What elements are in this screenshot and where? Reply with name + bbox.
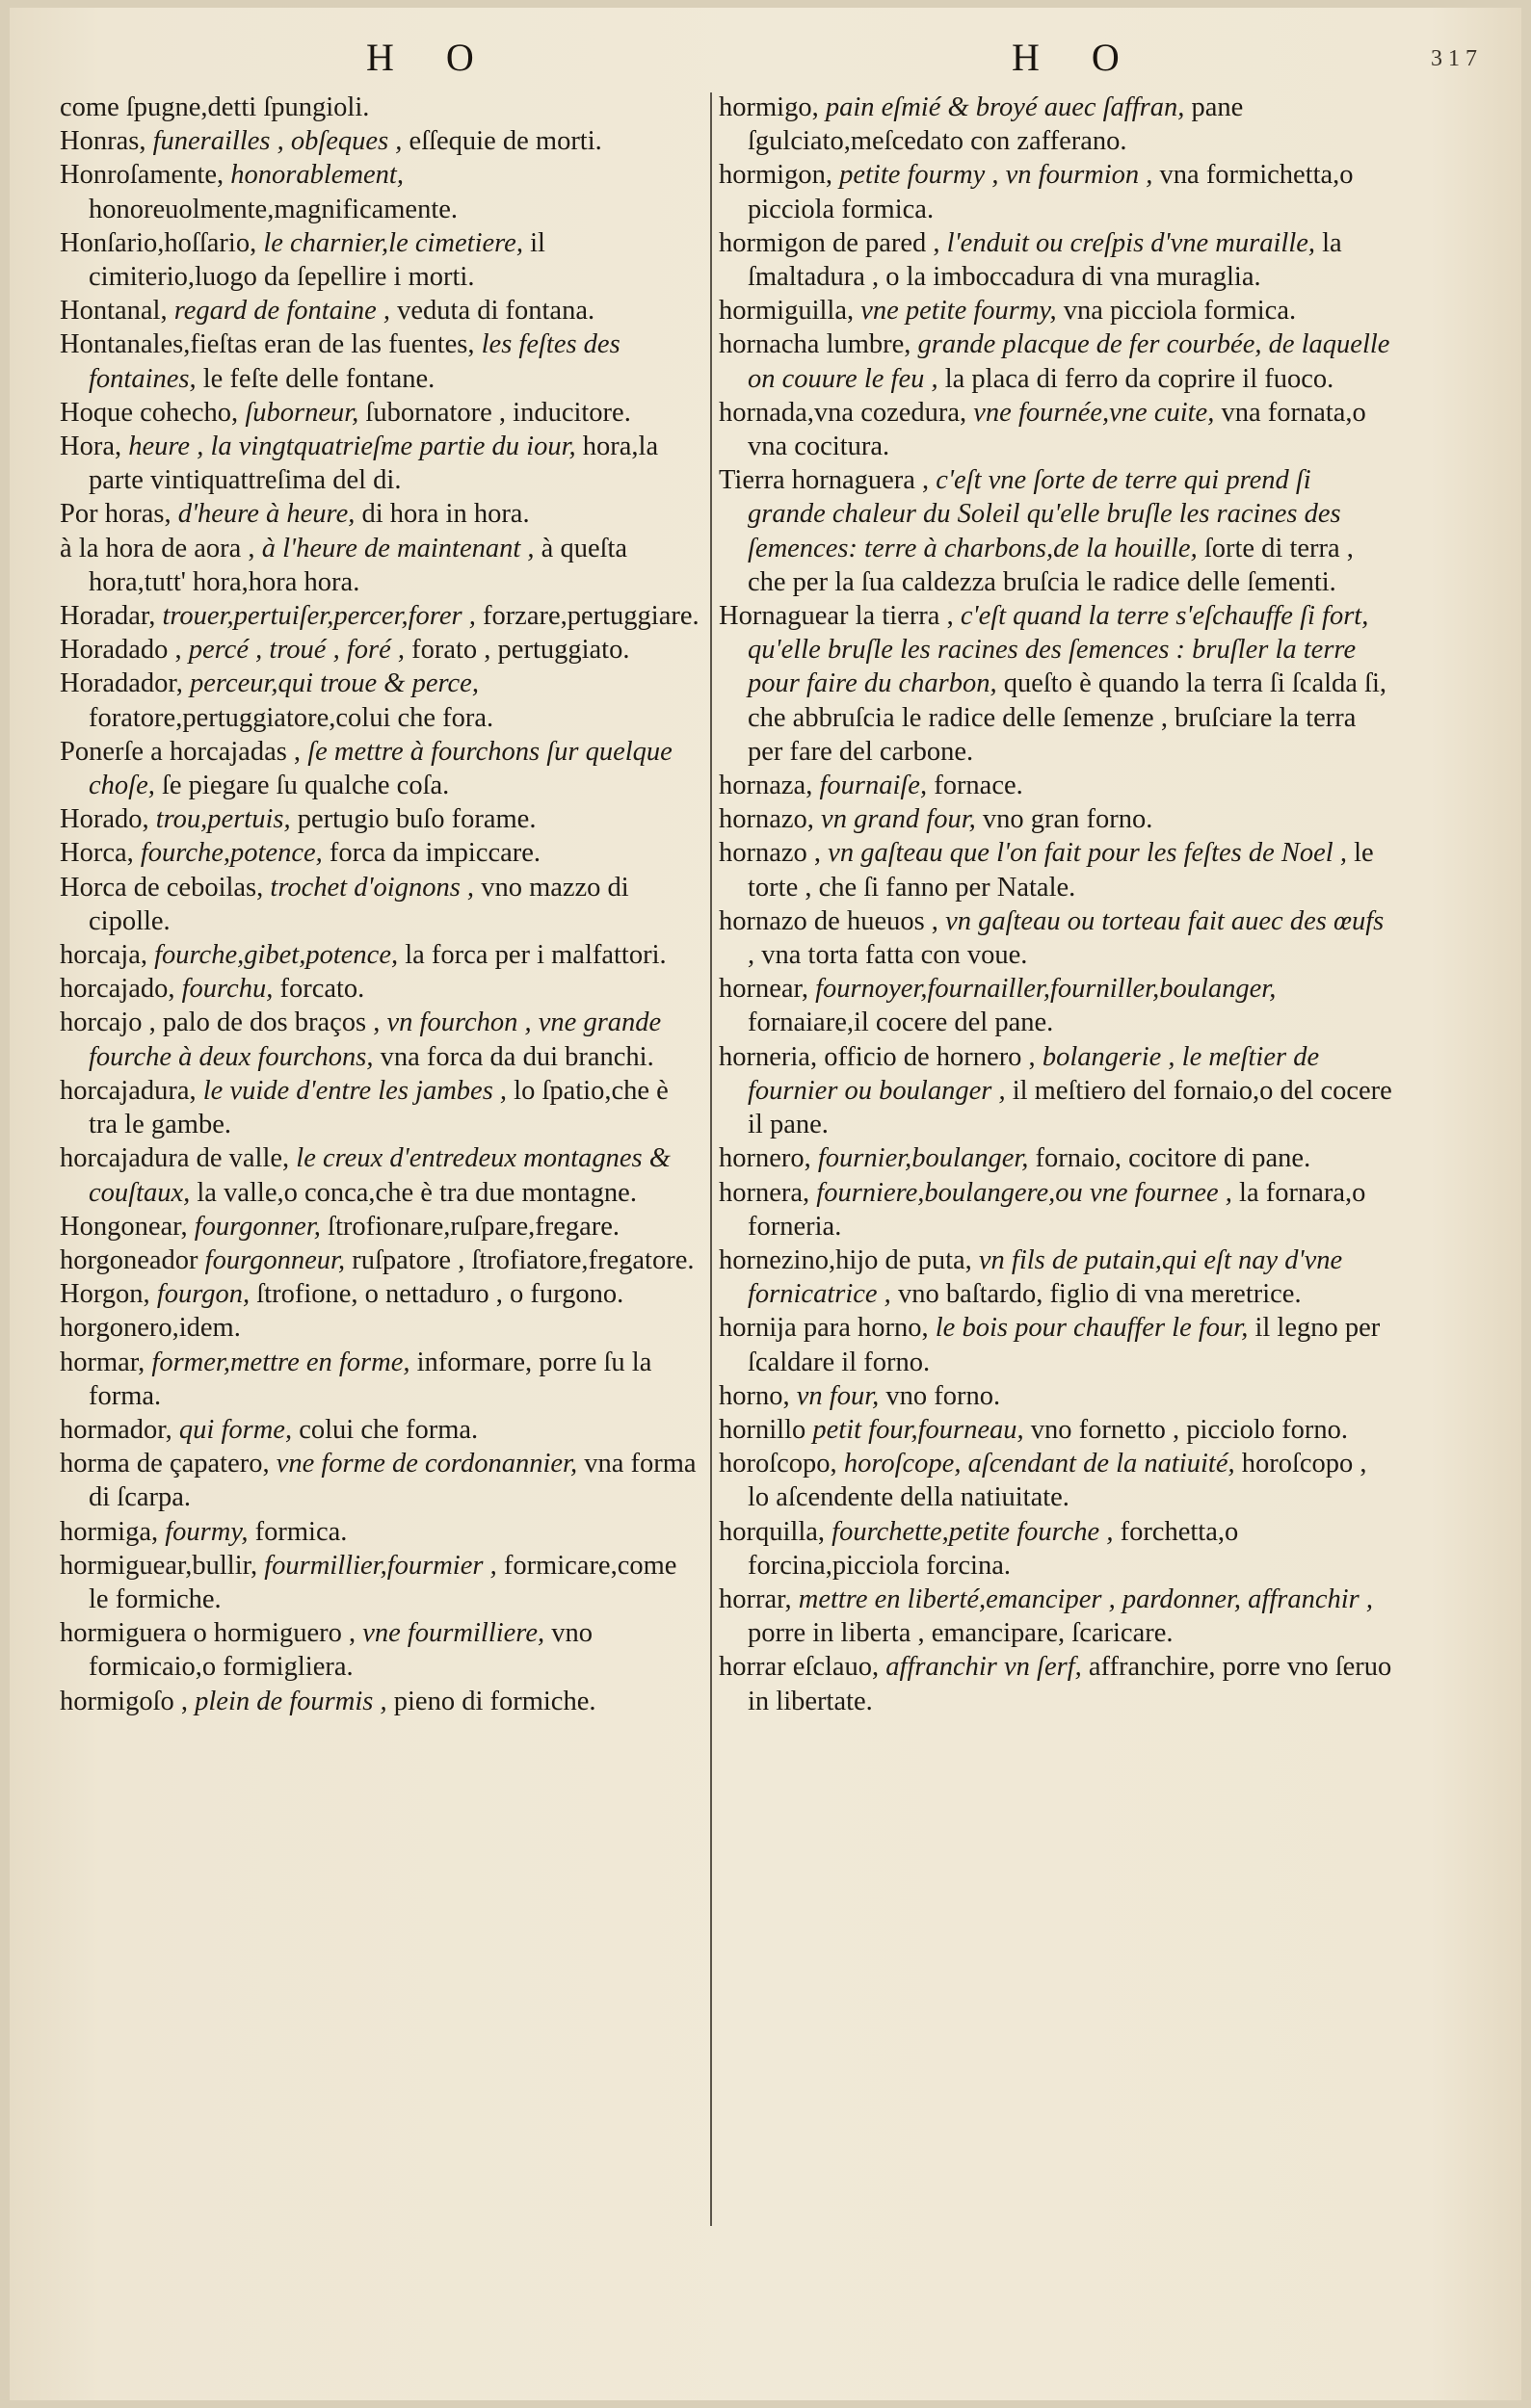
dictionary-entry xyxy=(719,836,1393,903)
entry-headword: hormiga, xyxy=(60,1516,159,1547)
entry-french: vn four, xyxy=(796,1380,880,1411)
entry-headword: hornillo xyxy=(719,1414,806,1445)
entry-italian: vna torta fatta con voue. xyxy=(761,940,1028,971)
entry-headword: Horca, xyxy=(60,838,134,869)
dictionary-entry xyxy=(60,1515,703,1549)
entry-italian: honoreuolmente,magnificamente. xyxy=(89,194,459,224)
dictionary-entry xyxy=(719,599,1393,769)
entry-headword: Horadado , xyxy=(60,635,182,666)
entry-french: horoſcope, aſcendant de la natiuité, xyxy=(843,1449,1235,1479)
dictionary-entry xyxy=(60,396,703,430)
entry-headword: Hontanal, xyxy=(60,296,168,327)
entry-italian: veduta di fontana. xyxy=(397,296,595,327)
entry-italian: affranchire, porre vno ſeruo in libertate. xyxy=(748,1652,1392,1716)
entry-headword: hornear, xyxy=(719,974,809,1005)
entry-french: vn gaſteau ou torteau fait auec des œufs , xyxy=(748,905,1385,971)
entry-italian: il meſtiero del fornaio,o del cocere il pane. xyxy=(748,1075,1392,1140)
entry-french: qui forme, xyxy=(178,1414,293,1445)
entry-italian: le feſte delle fontane. xyxy=(202,363,436,394)
entry-headword: Horado, xyxy=(60,804,149,835)
entry-headword: hormiguear,bullir, xyxy=(60,1550,258,1581)
dictionary-entry xyxy=(60,735,703,802)
entry-italian: ſorte di terra , che per la ſua caldezza bruſcia le radice delle ſementi. xyxy=(748,533,1354,597)
entry-headword: hormiguilla, xyxy=(719,296,855,327)
entry-headword: horoſcopo, xyxy=(719,1449,837,1479)
entry-french: heure , la vingtquatrieſme partie du iour, xyxy=(128,432,576,462)
entry-french: les feſtes des fontaines, xyxy=(89,329,620,394)
entry-headword: horneria, officio de hornero , xyxy=(719,1041,1036,1072)
entry-french: à l'heure de maintenant , xyxy=(261,533,535,563)
entry-headword: Hornaguear la tierra , xyxy=(719,601,954,632)
entry-french: vne petite fourmy, xyxy=(860,296,1057,327)
entry-italian: forca da impiccare. xyxy=(329,838,541,869)
entry-headword: Horadador, xyxy=(60,668,183,699)
entry-french: le bois pour chauffer le four, xyxy=(935,1313,1249,1344)
entry-headword: Tierra hornaguera , xyxy=(719,465,930,496)
dictionary-entry xyxy=(60,327,703,395)
entry-italian: forcato. xyxy=(279,974,365,1005)
entry-french: c'eſt vne ſorte de terre qui prend ſi grande chaleur du Soleil qu'elle bruſle les racines des ſemences: terre à charbons,de la houille, xyxy=(748,465,1341,563)
entry-headword: horcajadura de valle, xyxy=(60,1143,290,1174)
entry-headword: hornazo de hueuos , xyxy=(719,905,938,936)
dictionary-entry xyxy=(719,294,1393,327)
dictionary-entry xyxy=(60,938,703,972)
entry-italian: hora,la parte vintiquattreſima del di. xyxy=(89,432,659,496)
entry-italian: come ſpugne,detti ſpungioli. xyxy=(60,92,370,122)
dictionary-entry xyxy=(719,1141,1393,1175)
entry-italian: ſtrofione, o nettaduro , o furgono. xyxy=(256,1279,624,1310)
entry-french: vne fournée,vne cuite, xyxy=(973,397,1215,428)
entry-french: ſe mettre à fourchons ſur quelque choſe, xyxy=(89,736,673,801)
entry-french: vn gaſteau que l'on fait pour les feſtes de Noel , xyxy=(828,838,1347,869)
entry-italian: pieno di formiche. xyxy=(393,1686,596,1716)
entry-italian: forzare,pertuggiare. xyxy=(482,601,700,632)
entry-italian: vno forno. xyxy=(885,1380,1001,1411)
entry-french: fourgon, xyxy=(156,1279,251,1310)
entry-french: c'eſt quand la terre s'eſchauffe ſi fort, qu'elle bruſle les racines des ſemences : bruſler la terre pour faire du charbon, xyxy=(748,601,1369,699)
dictionary-entry xyxy=(719,396,1393,463)
right-column xyxy=(719,91,1393,1718)
entry-italian: la fornara,o forneria. xyxy=(748,1177,1366,1242)
entry-french: former,mettre en forme, xyxy=(151,1347,410,1377)
dictionary-page xyxy=(10,8,1521,2400)
entry-italian: vno baſtardo, figlio di vna meretrice. xyxy=(897,1279,1302,1310)
entry-french: plein de fourmis , xyxy=(195,1686,387,1716)
entry-headword: hornazo , xyxy=(719,838,822,869)
page-number: 3 1 7 xyxy=(1431,46,1477,71)
left-column xyxy=(60,91,703,1718)
entry-french: grande placque de fer courbée, de laquelle on couure le feu , xyxy=(748,329,1390,394)
entry-headword: Horca de ceboilas, xyxy=(60,872,264,903)
entry-italian: vno fornetto , picciolo forno. xyxy=(1030,1414,1349,1445)
entry-italian: porre in liberta , emancipare, ſcaricare. xyxy=(748,1618,1174,1649)
dictionary-entry xyxy=(60,972,703,1006)
entry-italian: la valle,o conca,che è tra due montagne. xyxy=(197,1177,637,1208)
dictionary-entry xyxy=(60,1210,703,1243)
dictionary-entry xyxy=(60,1549,703,1616)
entry-french: le charnier,le cimetiere, xyxy=(263,227,523,258)
dictionary-entry xyxy=(60,1413,703,1447)
entry-french: vne forme de cordonannier, xyxy=(276,1449,578,1479)
running-header-right: H O xyxy=(1012,36,1141,79)
dictionary-entry xyxy=(719,1243,1393,1311)
dictionary-entry xyxy=(60,294,703,327)
entry-headword: hornaza, xyxy=(719,771,813,801)
dictionary-entry xyxy=(60,633,703,667)
entry-french: trochet d'oignons , xyxy=(270,872,475,903)
entry-italian: horoſcopo , lo aſcendente della natiuitate. xyxy=(748,1449,1367,1513)
entry-headword: hormar, xyxy=(60,1347,145,1377)
entry-headword: Horadar, xyxy=(60,601,156,632)
entry-headword: hormiguera o hormiguero , xyxy=(60,1618,356,1649)
dictionary-entry xyxy=(60,124,703,158)
entry-headword: Hoque cohecho, xyxy=(60,397,239,428)
entry-headword: Hongonear, xyxy=(60,1211,188,1242)
entry-headword: hormigoſo , xyxy=(60,1686,188,1716)
entry-italian: ſubornatore , inducitore. xyxy=(365,397,631,428)
entry-headword: horcaja, xyxy=(60,940,147,971)
dictionary-entry xyxy=(60,1074,703,1141)
entry-french: fourche,potence, xyxy=(140,838,323,869)
dictionary-entry xyxy=(60,497,703,531)
entry-headword: hornero, xyxy=(719,1143,811,1174)
entry-headword: hormigo, xyxy=(719,92,819,122)
entry-italian: vno formicaio,o formigliera. xyxy=(89,1618,593,1683)
entry-italian: forchetta,o forcina,picciola forcina. xyxy=(748,1516,1239,1581)
entry-french: fourmy, xyxy=(165,1516,249,1547)
entry-headword: horma de çapatero, xyxy=(60,1449,270,1479)
entry-italian: le torte , che ſi fanno per Natale. xyxy=(748,838,1374,903)
dictionary-entry xyxy=(60,1311,703,1345)
entry-headword: hornezino,hijo de puta, xyxy=(719,1244,972,1275)
dictionary-entry xyxy=(719,1311,1393,1378)
entry-headword: horgonero,idem. xyxy=(60,1313,241,1344)
dictionary-entry xyxy=(60,1277,703,1311)
entry-headword: Honroſamente, xyxy=(60,160,224,191)
entry-french: fournoyer,fournailler,fourniller,boulanger, xyxy=(815,974,1277,1005)
dictionary-entry xyxy=(60,532,703,599)
dictionary-entry xyxy=(719,1583,1393,1650)
entry-french: ſuborneur, xyxy=(245,397,359,428)
entry-italian: fornaio, cocitore di pane. xyxy=(1035,1143,1311,1174)
entry-headword: hornacha lumbre, xyxy=(719,329,911,360)
entry-french: fourgonner, xyxy=(194,1211,321,1242)
entry-italian: la forca per i malfattori. xyxy=(405,940,667,971)
entry-french: perceur,qui troue & perce, xyxy=(189,668,479,699)
entry-headword: Ponerſe a horcajadas , xyxy=(60,736,302,767)
entry-french: vn grand four, xyxy=(821,804,976,835)
entry-french: bolangerie , le meſtier de fournier ou boulanger , xyxy=(748,1041,1320,1106)
entry-french: fournier,boulanger, xyxy=(817,1143,1029,1174)
entry-french: fourmillier,fourmier , xyxy=(264,1550,497,1581)
entry-italian: vna forma di ſcarpa. xyxy=(89,1449,697,1513)
entry-french: fourchette,petite fourche , xyxy=(831,1516,1114,1547)
entry-headword: hormigon, xyxy=(719,160,832,191)
dictionary-entry xyxy=(60,1447,703,1514)
entry-french: mettre en liberté,emanciper , pardonner, affranchir , xyxy=(798,1584,1374,1614)
entry-french: fourgonneur, xyxy=(204,1244,346,1275)
dictionary-entry xyxy=(719,1447,1393,1514)
entry-headword: hornija para horno, xyxy=(719,1313,929,1344)
entry-headword: horrar eſclauo, xyxy=(719,1652,880,1683)
dictionary-entry xyxy=(719,1040,1393,1142)
entry-headword: Hora, xyxy=(60,432,122,462)
entry-french: vne fourmilliere, xyxy=(362,1618,545,1649)
entry-italian: ruſpatore , ſtrofiatore,fregatore. xyxy=(352,1244,695,1275)
dictionary-entry xyxy=(719,769,1393,802)
entry-french: pain eſmié & broyé auec ſaffran, xyxy=(825,92,1185,122)
entry-italian: formica. xyxy=(254,1516,348,1547)
dictionary-entry xyxy=(719,1379,1393,1413)
dictionary-entry xyxy=(719,463,1393,599)
entry-french: le creux d'entredeux montagnes & couſtaux, xyxy=(89,1143,671,1208)
dictionary-entry xyxy=(719,972,1393,1039)
entry-headword: horcajado, xyxy=(60,974,175,1005)
entry-italian: colui che forma. xyxy=(299,1414,479,1445)
entry-italian: à queſta hora,tutt' hora,hora hora. xyxy=(89,533,628,597)
dictionary-entry xyxy=(60,1141,703,1209)
dictionary-entry xyxy=(60,1616,703,1684)
dictionary-entry xyxy=(60,158,703,225)
entry-italian: di hora in hora. xyxy=(361,499,530,530)
entry-french: affranchir vn ſerf, xyxy=(885,1652,1082,1683)
dictionary-entry xyxy=(719,1413,1393,1447)
entry-italian: eſſequie de morti. xyxy=(409,126,602,157)
entry-french: petit four,fourneau, xyxy=(812,1414,1024,1445)
entry-french: funerailles , obſeques , xyxy=(152,126,403,157)
entry-french: vn fils de putain,qui eſt nay d'vne fornicatrice , xyxy=(748,1244,1343,1310)
entry-italian: queſto è quando la terra ſi ſcalda ſi, che abbruſcia le radice delle ſemenze , bruſciare la terra per fare del carbone. xyxy=(748,668,1386,767)
dictionary-entry xyxy=(719,91,1393,158)
running-header-left: H O xyxy=(366,36,495,79)
entry-italian: foratore,pertuggiatore,colui che fora. xyxy=(89,702,494,733)
entry-italian: pane ſgulciato,meſcedato con zafferano. xyxy=(748,92,1244,157)
entry-headword: horrar, xyxy=(719,1584,792,1614)
dictionary-entry xyxy=(60,1346,703,1413)
entry-french: petite fourmy , vn fourmion , xyxy=(839,160,1153,191)
entry-headword: Honſario,hoſſario, xyxy=(60,227,257,258)
entry-italian: informare, porre ſu la forma. xyxy=(89,1347,652,1411)
dictionary-entry xyxy=(719,1515,1393,1583)
dictionary-entry xyxy=(60,91,703,124)
entry-headword: Hontanales,fieſtas eran de las fuentes, xyxy=(60,329,475,360)
dictionary-entry xyxy=(60,226,703,294)
entry-headword: horquilla, xyxy=(719,1516,826,1547)
entry-french: fournaiſe, xyxy=(819,771,928,801)
entry-italian: vna picciola formica. xyxy=(1063,296,1297,327)
dictionary-entry xyxy=(719,158,1393,225)
dictionary-entry xyxy=(719,327,1393,395)
entry-italian: il legno per ſcaldare il forno. xyxy=(748,1313,1381,1377)
entry-headword: Honras, xyxy=(60,126,146,157)
dictionary-entry xyxy=(60,1685,703,1718)
dictionary-entry xyxy=(60,667,703,734)
entry-french: honorablement, xyxy=(230,160,404,191)
entry-french: percé , troué , foré , xyxy=(188,635,405,666)
entry-headword: horno, xyxy=(719,1380,790,1411)
column-divider xyxy=(710,92,712,2226)
dictionary-entry xyxy=(60,836,703,870)
dictionary-entry xyxy=(60,1243,703,1277)
dictionary-entry xyxy=(60,430,703,497)
dictionary-entry xyxy=(719,904,1393,972)
entry-french: trou,pertuis, xyxy=(155,804,291,835)
dictionary-entry xyxy=(719,1176,1393,1243)
entry-headword: horgoneador xyxy=(60,1244,198,1275)
entry-italian: la ſmaltadura , o la imboccadura di vna muraglia. xyxy=(748,227,1342,293)
dictionary-entry xyxy=(719,226,1393,294)
entry-french: fourche,gibet,potence, xyxy=(154,940,399,971)
dictionary-entry xyxy=(60,1006,703,1073)
entry-italian: vno mazzo di cipolle. xyxy=(89,872,629,936)
entry-headword: à la hora de aora , xyxy=(60,533,255,563)
entry-italian: vna forca da dui branchi. xyxy=(380,1041,654,1072)
entry-italian: fornace. xyxy=(934,771,1023,801)
entry-headword: hornazo, xyxy=(719,804,814,835)
entry-headword: horcajadura, xyxy=(60,1075,197,1106)
dictionary-entry xyxy=(60,599,703,633)
entry-headword: Horgon, xyxy=(60,1279,150,1310)
entry-italian: formicare,come le formiche. xyxy=(89,1550,677,1614)
entry-italian: forato , pertuggiato. xyxy=(411,635,630,666)
entry-italian: vno gran forno. xyxy=(982,804,1153,835)
entry-headword: hornera, xyxy=(719,1177,810,1208)
entry-french: fourchu, xyxy=(181,974,274,1005)
entry-italian: fornaiare,il cocere del pane. xyxy=(748,1008,1054,1038)
entry-italian: pertugio buſo forame. xyxy=(297,804,537,835)
entry-french: fourniere,boulangere,ou vne fournee , xyxy=(816,1177,1232,1208)
entry-headword: horcajo , palo de dos braços , xyxy=(60,1008,381,1038)
entry-headword: hornada,vna cozedura, xyxy=(719,397,967,428)
entry-french: l'enduit ou creſpis d'vne muraille, xyxy=(946,227,1316,258)
entry-headword: hormigon de pared , xyxy=(719,227,940,258)
dictionary-entry xyxy=(719,1650,1393,1717)
entry-french: vn fourchon , vne grande fourche à deux fourchons, xyxy=(89,1008,662,1072)
dictionary-entry xyxy=(60,871,703,938)
entry-italian: ſtrofionare,ruſpare,fregare. xyxy=(328,1211,620,1242)
entry-headword: Por horas, xyxy=(60,499,172,530)
entry-italian: vna fornata,o vna cocitura. xyxy=(748,397,1366,462)
entry-french: trouer,pertuiſer,percer,forer , xyxy=(162,601,476,632)
dictionary-entry xyxy=(719,802,1393,836)
dictionary-entry xyxy=(60,802,703,836)
entry-french: d'heure à heure, xyxy=(177,499,356,530)
entry-italian: il cimiterio,luogo da ſepellire i morti. xyxy=(89,227,545,293)
entry-french: le vuide d'entre les jambes , xyxy=(202,1075,508,1106)
entry-italian: vna formichetta,o picciola formica. xyxy=(748,160,1354,224)
entry-french: regard de fontaine , xyxy=(173,296,390,327)
entry-italian: lo ſpatio,che è tra le gambe. xyxy=(89,1075,669,1140)
entry-headword: hormador, xyxy=(60,1414,172,1445)
entry-italian: ſe piegare ſu qualche coſa. xyxy=(161,771,450,801)
entry-italian: la placa di ferro da coprire il fuoco. xyxy=(944,363,1334,394)
